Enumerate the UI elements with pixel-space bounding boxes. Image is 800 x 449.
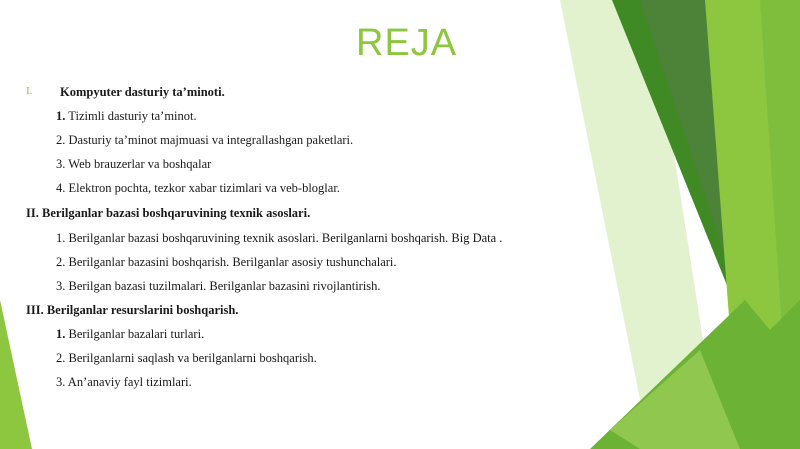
section-3-heading: III. Berilganlar resurslarini boshqarish. (26, 303, 239, 317)
section-3-item-2: 2. Berilganlarni saqlash va berilganlarni boshqarish. (56, 351, 317, 365)
section-3-item-1 (56, 327, 204, 342)
item-text: Berilganlar bazalari turlari. (65, 327, 205, 341)
section-1-heading: Kompyuter dasturiy ta’minoti. (60, 85, 225, 99)
section-2-item-2: 2. Berilganlar bazasini boshqarish. Berilganlar asosiy tushunchalari. (56, 255, 397, 269)
item-number: 1. (56, 109, 66, 123)
section-3-item-3: 3. An’anaviy fayl tizimlari. (56, 375, 192, 389)
section-2-heading: II. Berilganlar bazasi boshqaruvining texnik asoslari. (26, 206, 311, 220)
section-1-item-1 (56, 109, 197, 124)
slide-title: REJA (356, 22, 458, 64)
section-1-item-4: 4. Elektron pochta, tezkor xabar tizimlari va veb-bloglar. (56, 181, 340, 195)
deco-left-sliver (0, 300, 32, 449)
section-1-item-2: 2. Dasturiy ta’minot majmuasi va integrallashgan paketlari. (56, 133, 354, 147)
item-text: Tizimli dasturiy ta’minot. (65, 109, 197, 123)
section-2-item-1: 1. Berilganlar bazasi boshqaruvining texnik asoslari. Berilganlarni boshqarish. Big Data . (56, 231, 503, 245)
section-2-item-3: 3. Berilgan bazasi tuzilmalari. Berilganlar bazasini rivojlantirish. (56, 279, 381, 293)
item-number: 1. (56, 327, 66, 341)
section-1-item-3: 3. Web brauzerlar va boshqalar (56, 157, 212, 171)
section-1-marker: I. (26, 85, 33, 97)
